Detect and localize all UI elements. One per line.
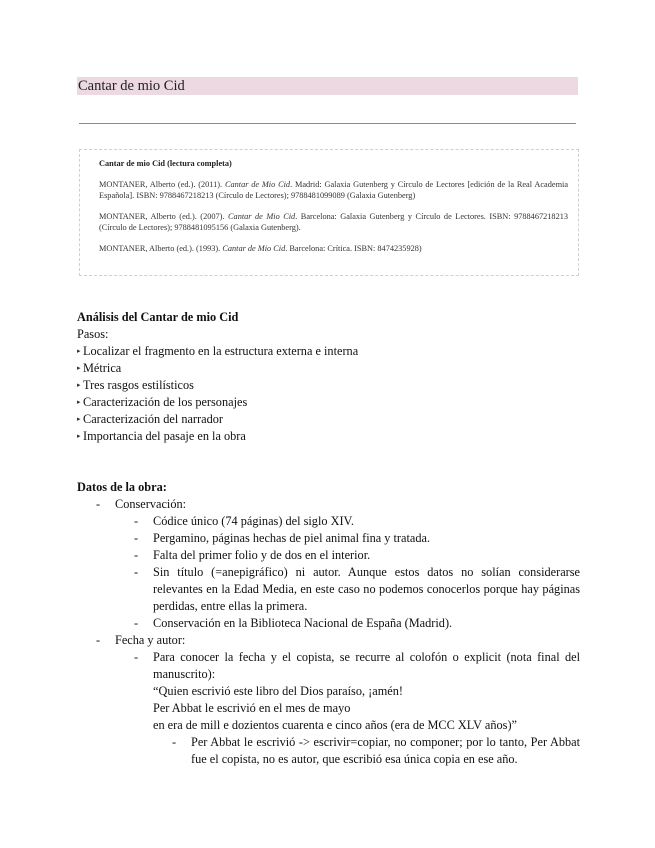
list-item: - Fecha y autor: xyxy=(96,633,186,647)
list-item: ▸ Caracterización de los personajes xyxy=(77,395,248,409)
bullet-arrow-icon: ▸ xyxy=(77,381,81,389)
list-item: ▸ Localizar el fragmento en la estructura externa e interna xyxy=(77,344,359,358)
list-item: - Códice único (74 páginas) del siglo XIV. xyxy=(134,514,354,528)
datos-heading: Datos de la obra: xyxy=(77,480,167,494)
reference-item: MONTANER, Alberto (ed.). (2011). Cantar de Mio Cid. Madrid: Galaxia Gutenberg y Círculo de Lectores [edición de la Real Academia Española]. ISBN: 9788467218213 (Círculo de Lectores); 9788481099089 (Galaxia Gutenberg) xyxy=(99,179,569,200)
bullet-arrow-icon: ▸ xyxy=(77,415,81,423)
bullet-arrow-icon: ▸ xyxy=(77,347,81,355)
datos-section xyxy=(77,479,580,768)
colophon-quote-line: Per Abbat le escrivió en el mes de mayo xyxy=(153,701,351,715)
list-item: - Para conocer la fecha y el copista, se recurre al colofón o explicit (nota final del manuscrito): xyxy=(134,650,580,681)
bullet-arrow-icon: ▸ xyxy=(77,432,81,440)
dash-bullet: - xyxy=(134,565,139,579)
references-box xyxy=(79,149,579,276)
list-item: - Falta del primer folio y de dos en el interior. xyxy=(134,548,371,562)
list-item: ▸ Caracterización del narrador xyxy=(77,412,223,426)
dash-bullet: - xyxy=(96,497,101,511)
horizontal-divider xyxy=(79,123,576,124)
colophon-quote-line: en era de mill e dozientos cuarenta e cinco años (era de MCC XLV años)” xyxy=(153,718,517,732)
dash-bullet: - xyxy=(134,650,139,664)
bullet-arrow-icon: ▸ xyxy=(77,364,81,372)
list-item: - Conservación en la Biblioteca Nacional de España (Madrid). xyxy=(134,616,453,630)
colophon-quote-line: “Quien escrivió este libro del Dios paraíso, ¡amén! xyxy=(153,684,403,698)
list-item: - Per Abbat le escrivió -> escrivir=copiar, no componer; por lo tanto, Per Abbat fue el copista, no es autor, que escribió esa única copia en ese año. xyxy=(172,735,580,766)
page-title: Cantar de mio Cid xyxy=(77,77,578,95)
references-title: Cantar de mio Cid (lectura completa) xyxy=(99,159,232,168)
list-item: ▸ Importancia del pasaje en la obra xyxy=(77,429,246,443)
list-item: - Pergamino, páginas hechas de piel animal fina y tratada. xyxy=(134,531,431,545)
list-item: - Conservación: xyxy=(96,497,187,511)
list-item: - Sin título (=anepigráfico) ni autor. Aunque estos datos no solían considerarse relevantes en la Edad Media, en este caso no podemos conocerlos porque hay páginas perdidas, entre ellas la primera. xyxy=(134,565,580,613)
bullet-arrow-icon: ▸ xyxy=(77,398,81,406)
dash-bullet: - xyxy=(134,548,139,562)
reference-item: MONTANER, Alberto (ed.). (1993). Cantar de Mio Cid. Barcelona: Crítica. ISBN: 8474235928) xyxy=(99,243,422,253)
dash-bullet: - xyxy=(134,616,139,630)
dash-bullet: - xyxy=(134,514,139,528)
steps-list xyxy=(77,343,580,445)
reference-item: MONTANER, Alberto (ed.). (2007). Cantar de Mio Cid. Barcelona: Galaxia Gutenberg y Círculo de Lectores. ISBN: 9788467218213 (Círculo de Lectores); 9788481095156 (Galaxia Gutenberg). xyxy=(99,211,569,232)
list-item: ▸ Métrica xyxy=(77,361,122,375)
analysis-section xyxy=(77,309,580,445)
list-item: ▸ Tres rasgos estilísticos xyxy=(77,378,194,392)
dash-bullet: - xyxy=(96,633,101,647)
dash-bullet: - xyxy=(172,735,177,749)
analysis-heading: Análisis del Cantar de mio Cid xyxy=(77,310,239,324)
steps-label: Pasos: xyxy=(77,327,109,341)
dash-bullet: - xyxy=(134,531,139,545)
